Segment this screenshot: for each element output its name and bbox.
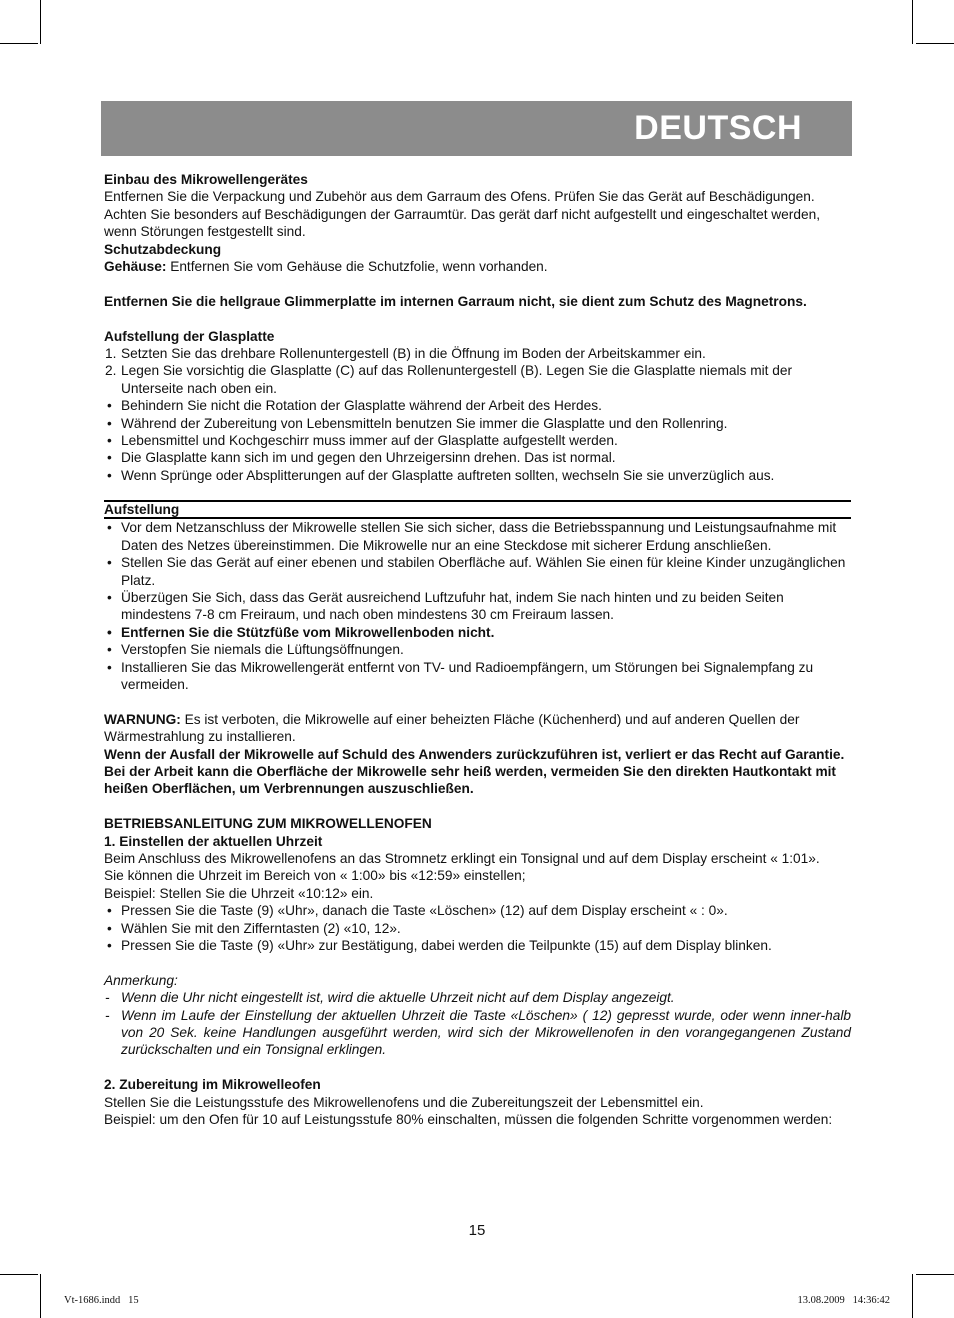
warning-text: Es ist verboten, die Mikrowelle auf einer beheizten Fläche (Küchenherd) und auf anderen Quellen der Wärmestrahlung zu installieren.	[104, 711, 800, 745]
list-text: Die Glasplatte kann sich im und gegen den Uhrzeigersinn drehen. Das ist normal.	[121, 450, 616, 466]
list-text: Wenn die Uhr nicht eingestellt ist, wird die aktuelle Uhrzeit nicht auf dem Display angezeigt.	[121, 990, 675, 1006]
list-text: Lebensmittel und Kochgeschirr muss immer auf der Glasplatte aufgestellt werden.	[121, 433, 618, 449]
list-item	[104, 989, 851, 1006]
section-heading: Einbau des Mikrowellengerätes	[104, 172, 308, 187]
bullet: •	[107, 467, 112, 483]
list-item	[104, 624, 851, 641]
footer-file: Vt-1686.indd 15	[64, 1295, 139, 1306]
bullet: •	[107, 938, 112, 953]
list-item	[104, 345, 851, 362]
list-item	[104, 589, 851, 624]
list-item	[104, 920, 851, 937]
language-title: DEUTSCH	[634, 109, 802, 147]
section-heading: BETRIEBSANLEITUNG ZUM MIKROWELLENOFEN	[104, 816, 432, 832]
paragraph	[104, 258, 851, 275]
subsection-heading: 2. Zubereitung im Mikrowelleofen	[104, 1077, 321, 1093]
list-text: Pressen Sie die Taste (9) «Uhr», danach die Taste «Löschen» (12) auf dem Display erscheint « : 0».	[121, 903, 728, 919]
list-text: Überzügen Sie Sich, dass das Gerät ausreichend Luftzufuhr hat, indem Sie nach hinten und zu beiden Seiten mindestens 7-8 cm Freiraum, und nach oben mindestens 30 cm Freiraum lassen.	[121, 589, 784, 623]
list-item	[104, 432, 851, 449]
list-text: Installieren Sie das Mikrowellengerät entfernt von TV- und Radioempfängern, um Störungen bei Signalempfang zu vermeiden.	[121, 659, 814, 692]
list-item	[104, 1007, 851, 1059]
paragraph: Beim Anschluss des Mikrowellenofens an das Stromnetz erklingt ein Tonsignal und auf dem Display erscheint « 1:01».	[104, 850, 820, 866]
list-text: Wählen Sie mit den Zifferntasten (2) «10, 12».	[121, 920, 401, 936]
bullet: •	[107, 642, 112, 658]
bullet: •	[107, 624, 112, 640]
list-text: Behindern Sie nicht die Rotation der Glasplatte während der Arbeit des Herdes.	[121, 398, 602, 414]
crop-mark	[40, 0, 41, 44]
list-text: Vor dem Netzanschluss der Mikrowelle stellen Sie sich sicher, dass die Betriebsspannung und Leistungsaufnahme mit Daten des Netzes übereinstimmen. Die Mikrowelle nur an eine Steckdose mit sicherer Erdung anschließen.	[121, 520, 837, 553]
bullet: •	[107, 555, 112, 571]
note-heading: Anmerkung:	[104, 972, 178, 988]
paragraph: Sie können die Uhrzeit im Bereich von « 1:00» bis «12:59» einstellen;	[104, 868, 526, 884]
bullet: •	[107, 920, 112, 936]
paragraph: Beispiel: um den Ofen für 10 auf Leistungsstufe 80% einschalten, müssen die folgenden Schritte vorgenommen werden:	[104, 1112, 833, 1128]
bullet: •	[107, 433, 112, 449]
page-content	[104, 171, 851, 1128]
aufstellung-heading-box	[104, 500, 851, 519]
crop-mark	[0, 1274, 38, 1275]
warning-text: Entfernen Sie die hellgraue Glimmerplatte im internen Garraum nicht, sie dient zum Schutz des Magnetrons.	[104, 293, 807, 309]
section-heading: Schutzabdeckung	[104, 241, 222, 257]
dash: -	[105, 1007, 110, 1023]
list-item	[104, 449, 851, 466]
warning-text: Wenn der Ausfall der Mikrowelle auf Schuld des Anwenders zurückzuführen ist, verliert er das Recht auf Garantie.	[104, 746, 845, 762]
bullet: •	[107, 415, 112, 431]
bullet: •	[107, 520, 112, 536]
list-item	[104, 937, 851, 954]
paragraph	[104, 711, 851, 746]
warning-label: WARNUNG:	[104, 711, 181, 727]
paragraph: Entfernen Sie die Verpackung und Zubehör aus dem Garraum des Ofens. Prüfen Sie das Gerät auf Beschädigungen. Achten Sie besonders auf Beschädigungen der Garraumtür. Das gerät darf nicht aufgestellt und eingeschaltet werden, wenn Störungen festgestellt sind.	[104, 189, 820, 240]
crop-mark	[912, 0, 913, 44]
warning-text: Bei der Arbeit kann die Oberfläche der Mikrowelle sehr heiß werden, vermeiden Sie den direkten Hautkontakt mit heißen Oberflächen, um Verbrennungen auszuschließen.	[104, 763, 836, 797]
list-text: Wenn Sprünge oder Absplitterungen auf der Glasplatte auftreten sollten, wechseln Sie sie unverzüglich aus.	[121, 467, 775, 483]
bullet: •	[107, 450, 112, 466]
list-text: Entfernen Sie die Stützfüße vom Mikrowellenboden nicht.	[121, 624, 495, 640]
subsection-heading: 1. Einstellen der aktuellen Uhrzeit	[104, 833, 323, 849]
label-text: Entfernen Sie vom Gehäuse die Schutzfolie, wenn vorhanden.	[166, 259, 548, 275]
bullet: •	[107, 589, 112, 605]
list-item	[104, 554, 851, 589]
list-text: Verstopfen Sie niemals die Lüftungsöffnungen.	[121, 642, 404, 658]
crop-mark	[40, 1274, 41, 1318]
list-text: Stellen Sie das Gerät auf einer ebenen und stabilen Oberfläche auf. Wählen Sie einen für kleine Kinder unzugänglichen Platz.	[121, 555, 846, 588]
list-item	[104, 641, 851, 658]
paragraph: Stellen Sie die Leistungsstufe des Mikrowellenofens und die Zubereitungszeit der Lebensmittel ein.	[104, 1094, 704, 1110]
list-item	[104, 659, 851, 694]
bullet: •	[107, 398, 112, 414]
section-heading: Aufstellung	[104, 502, 180, 518]
list-item	[104, 362, 851, 397]
list-item	[104, 467, 851, 484]
list-item	[104, 519, 851, 554]
section-heading: Aufstellung der Glasplatte	[104, 328, 275, 344]
label: Gehäuse:	[104, 259, 167, 275]
list-text: Pressen Sie die Taste (9) «Uhr» zur Bestätigung, dabei werden die Teilpunkte (15) auf dem Display blinken.	[121, 938, 772, 953]
dash: -	[105, 990, 110, 1006]
crop-mark	[0, 43, 38, 44]
list-marker: 1.	[105, 346, 117, 362]
crop-mark	[916, 43, 954, 44]
list-text: Legen Sie vorsichtig die Glasplatte (C) auf das Rollenuntergestell (B). Legen Sie die Glasplatte niemals mit der Unterseite nach oben ein.	[121, 363, 793, 396]
bullet: •	[107, 659, 112, 675]
list-item	[104, 415, 851, 432]
list-text: Wenn im Laufe der Einstellung der aktuellen Uhrzeit die Taste «Löschen» ( 12) gepresst wurde, oder wenn inner-halb von 20 Sek. keine Handlungen ausgeführt werden, wird sich der Mikrowellenofen in den vorangegangenen Zustand zurückschalten und ein Tonsignal erklingen.	[121, 1007, 851, 1058]
bullet: •	[107, 903, 112, 919]
list-item	[104, 397, 851, 414]
list-text: Setzten Sie das drehbare Rollenuntergestell (B) in die Öffnung im Boden der Arbeitskammer ein.	[121, 346, 706, 362]
list-marker: 2.	[105, 363, 117, 379]
language-banner	[101, 101, 852, 156]
page-number: 15	[468, 1222, 486, 1239]
crop-mark	[912, 1274, 913, 1318]
crop-mark	[916, 1274, 954, 1275]
list-text: Während der Zubereitung von Lebensmitteln benutzen Sie immer die Glasplatte und den Rollenring.	[121, 415, 728, 431]
paragraph: Beispiel: Stellen Sie die Uhrzeit «10:12» ein.	[104, 885, 374, 901]
list-item	[104, 902, 851, 919]
footer-timestamp: 13.08.2009 14:36:42	[797, 1295, 890, 1306]
